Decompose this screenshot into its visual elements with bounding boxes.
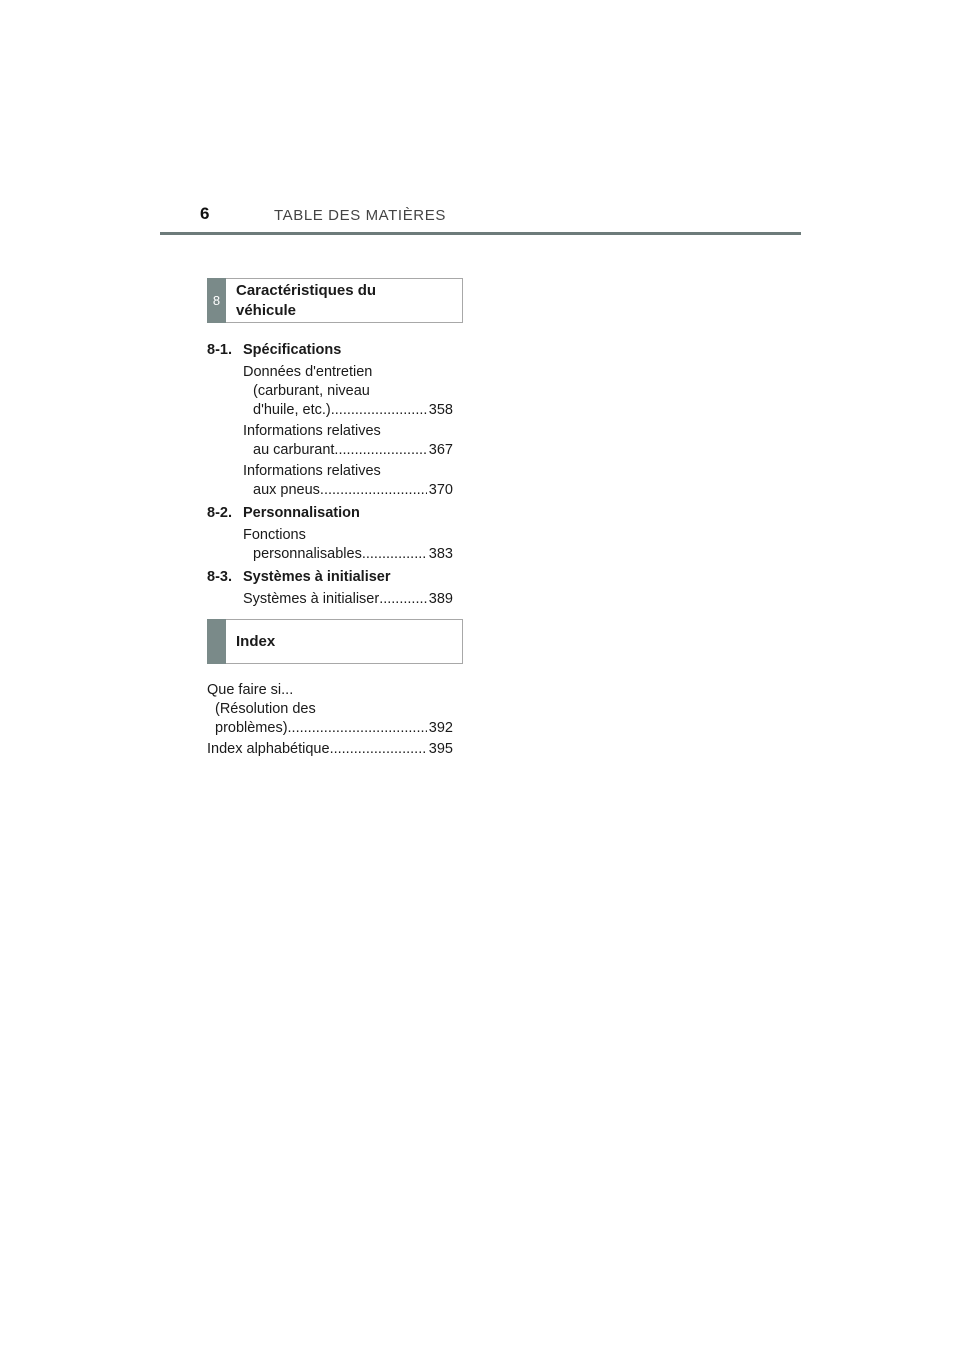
toc-section-8 xyxy=(207,341,463,609)
entry-line: Que faire si... xyxy=(207,682,294,698)
leader-dots xyxy=(334,441,426,460)
entry-line: Index alphabétique xyxy=(207,741,330,757)
leader-dots xyxy=(288,719,427,738)
leader-dots xyxy=(320,481,427,500)
entry-line: Données d'entretien xyxy=(243,364,373,380)
entry-page: 383 xyxy=(428,546,453,562)
toc-entry[interactable] xyxy=(243,526,453,564)
leader-dots xyxy=(330,740,427,759)
toc-entry[interactable] xyxy=(243,422,453,460)
toc-entry[interactable] xyxy=(243,363,453,420)
section-heading-index xyxy=(207,619,463,664)
section-title xyxy=(236,279,376,322)
entry-page: 367 xyxy=(428,442,453,458)
entry-line: Systèmes à initialiser xyxy=(243,591,380,607)
section-title: Index xyxy=(236,632,276,650)
section-title-line: Caractéristiques du xyxy=(236,281,377,299)
section-heading-8 xyxy=(207,278,463,323)
entry-page: 389 xyxy=(428,591,453,607)
section-tab: 8 xyxy=(207,278,226,323)
entry-line: Informations relatives xyxy=(243,463,381,479)
toc-chapter[interactable] xyxy=(207,568,463,587)
entry-line: (Résolution des xyxy=(215,701,316,717)
entry-line: aux pneus xyxy=(253,482,320,498)
toc-chapter[interactable] xyxy=(207,341,463,360)
chapter-number: 8-3. xyxy=(207,569,232,585)
toc-entry[interactable] xyxy=(243,590,453,609)
chapter-title: Personnalisation xyxy=(243,505,360,521)
toc-index xyxy=(207,681,463,759)
leader-dots xyxy=(331,401,427,420)
chapter-number: 8-2. xyxy=(207,505,232,521)
entry-line: (carburant, niveau xyxy=(253,383,370,399)
section-title-line: véhicule xyxy=(236,301,297,319)
entry-line: Informations relatives xyxy=(243,423,381,439)
section-tab xyxy=(207,619,226,664)
entry-line: d'huile, etc.) xyxy=(253,402,331,418)
leader-dots xyxy=(379,590,427,609)
chapter-title: Systèmes à initialiser xyxy=(243,569,391,585)
chapter-number: 8-1. xyxy=(207,342,232,358)
entry-page: 392 xyxy=(428,720,453,736)
leader-dots xyxy=(362,545,427,564)
toc-entry[interactable] xyxy=(207,740,453,759)
toc-entry[interactable] xyxy=(207,681,453,738)
entry-page: 395 xyxy=(428,741,453,757)
entry-line: au carburant xyxy=(253,442,335,458)
toc-chapter[interactable] xyxy=(207,504,463,523)
page-number: 6 xyxy=(200,204,210,223)
toc-entry[interactable] xyxy=(243,462,453,500)
entry-page: 358 xyxy=(428,402,453,418)
header-divider xyxy=(160,232,801,235)
entry-page: 370 xyxy=(428,482,453,498)
entry-line: problèmes) xyxy=(215,720,288,736)
chapter-title: Spécifications xyxy=(243,342,342,358)
entry-line: Fonctions xyxy=(243,527,306,543)
entry-line: personnalisables xyxy=(253,546,362,562)
page-header-title: TABLE DES MATIÈRES xyxy=(274,207,446,224)
